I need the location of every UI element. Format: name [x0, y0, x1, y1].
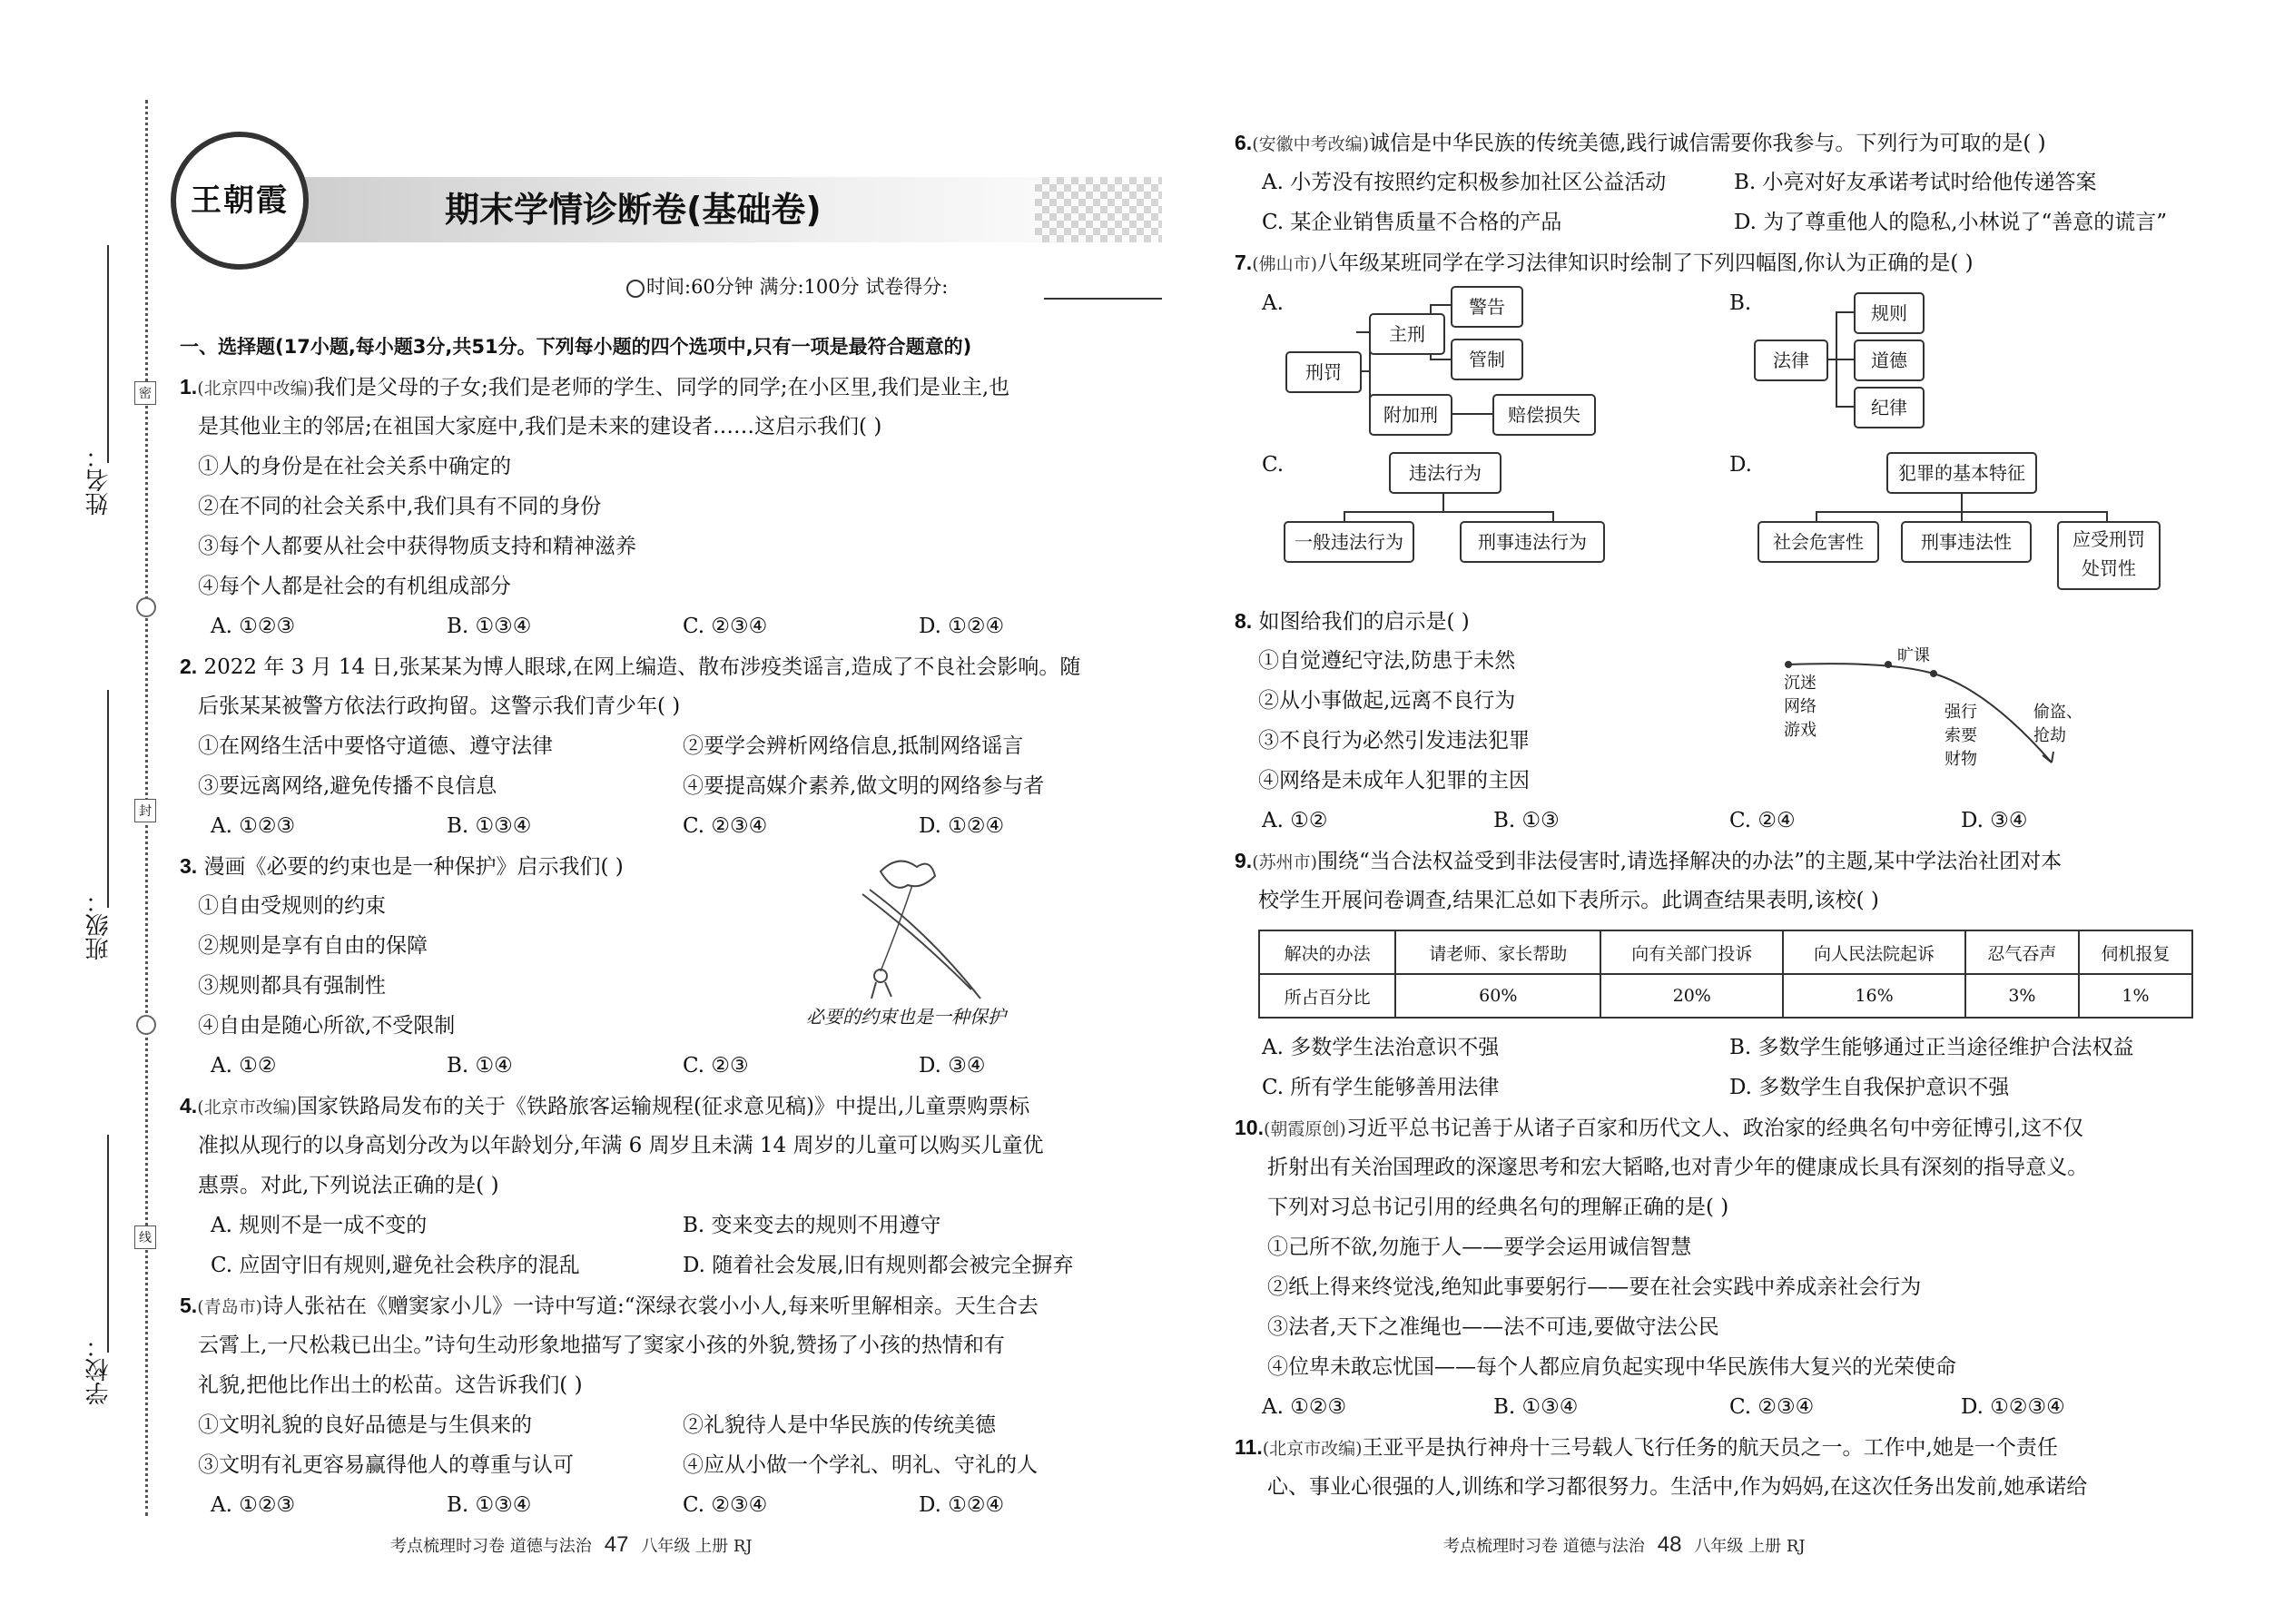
node: 道德	[1854, 340, 1925, 381]
choice-a[interactable]: A. ①②③	[211, 814, 296, 838]
table-cell: 20%	[1600, 974, 1783, 1018]
choice-d[interactable]: D. 为了尊重他人的隐私,小林说了“善意的谎言”	[1734, 211, 2168, 234]
choice-a[interactable]: A. ①②	[211, 1054, 277, 1078]
margin-circle-icon	[136, 597, 156, 617]
cartoon-caption: 必要的约束也是一种保护	[806, 1006, 1006, 1028]
choice-b[interactable]: B. ①③④	[447, 1493, 532, 1517]
node: 刑事违法行为	[1460, 521, 1605, 563]
table-cell: 伺机报复	[2079, 930, 2192, 974]
page-number: 47	[604, 1532, 629, 1557]
question-2: 2. 2022 年 3 月 14 日,张某某为博人眼球,在网上编造、散布涉疫类谣言,造成了不良社会影响。随	[180, 655, 1081, 679]
statement: ④每个人都是社会的有机组成部分	[198, 575, 511, 598]
table-row	[1259, 930, 2192, 974]
choice-d[interactable]: D. ③④	[1961, 809, 2028, 832]
node-root: 刑罚	[1285, 351, 1362, 393]
figure-text: 强行 索要 财物	[1944, 703, 1977, 769]
question-9: 9.(苏州市)围绕“当合法权益受到非法侵害时,请选择解决的办法”的主题,某中学法治社团对本	[1235, 849, 2063, 873]
node: 规则	[1854, 292, 1925, 334]
seal-mark-1: 密	[134, 381, 156, 405]
question-line: 折射出有关治国理政的深邃思考和宏大韬略,也对青少年的健康成长具有深刻的指导意义。	[1267, 1156, 2089, 1179]
statement: ①文明礼貌的良好品德是与生俱来的	[198, 1413, 532, 1437]
name-underline	[107, 245, 109, 463]
table-cell: 所占百分比	[1259, 974, 1395, 1018]
question-10: 10.(朝霞原创)习近平总书记善于从诸子百家和历代文人、政治家的经典名句中旁征博引,这不仅	[1235, 1116, 2084, 1140]
page-title: 期末学情诊断卷(基础卷)	[445, 190, 822, 230]
question-line: 下列对习总书记引用的经典名句的理解正确的是( )	[1267, 1196, 1729, 1219]
node: 附加刑	[1369, 394, 1452, 436]
section-heading: 一、选择题(17小题,每小题3分,共51分。下列每小题的四个选项中,只有一项是最符合题意的)	[180, 336, 972, 358]
node-root: 违法行为	[1389, 452, 1501, 494]
figure-text: 沉迷 网络 游戏	[1784, 674, 1816, 740]
class-label: 班级：	[85, 890, 113, 960]
question-11: 11.(北京市改编)王亚平是执行神舟十三号载人飞行任务的航天员之一。工作中,她是一个责任	[1235, 1435, 2058, 1460]
statement: ②纸上得来终觉浅,绝知此事要躬行——要在社会实践中养成亲社会行为	[1267, 1275, 1922, 1299]
margin-circle-icon	[136, 1015, 156, 1035]
node-root: 法律	[1754, 340, 1828, 381]
question-line: 后张某某被警方依法行政拘留。这警示我们青少年( )	[198, 694, 681, 718]
node: 应受刑罚 处罚性	[2057, 521, 2161, 590]
school-underline	[107, 1135, 109, 1353]
node: 主刑	[1369, 313, 1445, 355]
table-row	[1259, 974, 2192, 1018]
statement: ③规则都具有强制性	[198, 974, 386, 998]
school-label: 学校：	[85, 1334, 113, 1405]
connector	[1836, 311, 1854, 313]
choice-a[interactable]: A. ①②③	[211, 1493, 296, 1517]
choice-d[interactable]: D. ①②③④	[1961, 1395, 2065, 1419]
choice-a[interactable]: A. 小芳没有按照约定积极参加社区公益活动	[1262, 171, 1667, 194]
statement: ④自由是随心所欲,不受限制	[198, 1014, 456, 1038]
node: 社会危害性	[1757, 521, 1879, 563]
statement: ②要学会辨析网络信息,抵制网络谣言	[683, 734, 1024, 758]
statement: ②在不同的社会关系中,我们具有不同的身份	[198, 495, 602, 518]
seal-mark-3: 线	[134, 1225, 156, 1249]
choice-a[interactable]: A. 多数学生法治意识不强	[1262, 1036, 1500, 1059]
survey-table	[1258, 930, 2193, 1019]
question-8: 8. 如图给我们的启示是( )	[1235, 609, 1470, 634]
connector	[1836, 406, 1854, 408]
connector	[1356, 331, 1369, 333]
statement: ④位卑未敢忘忧国——每个人都应肩负起实现中华民族伟大复兴的光荣使命	[1267, 1355, 1956, 1379]
statement: ③不良行为必然引发违法犯罪	[1258, 729, 1530, 753]
statement: ②礼貌待人是中华民族的传统美德	[683, 1413, 996, 1437]
statement: ①自由受规则的约束	[198, 894, 386, 918]
question-3: 3. 漫画《必要的约束也是一种保护》启示我们( )	[180, 854, 624, 879]
choice-a[interactable]: A. ①②	[1262, 809, 1328, 832]
choice-c[interactable]: C. ②③④	[1729, 1395, 1815, 1419]
node: 管制	[1451, 339, 1523, 380]
table-cell: 向有关部门投诉	[1600, 930, 1783, 974]
footer-right: 考点梳理时习卷 道德与法治 48 八年级 上册 RJ	[1443, 1532, 1806, 1557]
node: 赔偿损失	[1492, 394, 1596, 436]
table-cell: 3%	[1965, 974, 2079, 1018]
question-line: 心、事业心很强的人,训练和学习都很努力。生活中,作为妈妈,在这次任务出发前,她承诺给	[1267, 1475, 2088, 1499]
question-7: 7.(佛山市)八年级某班同学在学习法律知识时绘制了下列四幅图,你认为正确的是( )	[1235, 251, 1974, 275]
statement: ①人的身份是在社会关系中确定的	[198, 455, 511, 478]
logo-text: 王朝霞	[191, 182, 289, 219]
choice-b[interactable]: B. ①③	[1493, 809, 1560, 832]
question-1: 1.(北京四中改编)我们是父母的子女;我们是老师的学生、同学的同学;在小区里,我们是业主,也	[180, 375, 1010, 399]
statement: ②规则是享有自由的保障	[198, 934, 428, 958]
connector	[1836, 359, 1854, 360]
choice-d[interactable]: D. 随着社会发展,旧有规则都会被完全摒弃	[683, 1254, 1074, 1277]
choice-a[interactable]: A. 规则不是一成不变的	[211, 1214, 428, 1237]
node: 一般违法行为	[1284, 521, 1414, 563]
statement: ①自觉遵纪守法,防患于未然	[1258, 649, 1516, 673]
choice-c[interactable]: C. ②③④	[683, 615, 768, 638]
clock-icon	[626, 280, 645, 298]
connector	[1344, 511, 1554, 513]
question-4: 4.(北京市改编)国家铁路局发布的关于《铁路旅客运输规程(征求意见稿)》中提出,儿童票购票标	[180, 1094, 1030, 1118]
question-line: 校学生开展问卷调查,结果汇总如下表所示。此调查结果表明,该校( )	[1258, 889, 1879, 912]
choice-b[interactable]: B. ①③④	[1493, 1395, 1579, 1419]
table-cell: 解决的办法	[1259, 930, 1395, 974]
connector	[1430, 304, 1452, 306]
choice-c[interactable]: C. 应固守旧有规则,避免社会秩序的混乱	[211, 1254, 580, 1277]
choice-d[interactable]: D. ③④	[919, 1054, 986, 1078]
choice-d[interactable]: D. ①②④	[919, 814, 1005, 838]
diagram-label-d[interactable]: D.	[1729, 453, 1752, 477]
header-checker	[1035, 177, 1162, 242]
choice-b[interactable]: B. 变来变去的规则不用遵守	[683, 1214, 941, 1237]
statement: ④应从小做一个学礼、明礼、守礼的人	[683, 1453, 1038, 1477]
score-underline	[1044, 298, 1162, 300]
table-cell: 1%	[2079, 974, 2192, 1018]
choice-b[interactable]: B. ①③④	[447, 615, 532, 638]
question-line: 礼貌,把他比作出土的松苗。这告诉我们( )	[198, 1373, 583, 1397]
statement: ③文明有礼更容易赢得他人的尊重与认可	[198, 1453, 574, 1477]
choice-a[interactable]: A. ①②③	[211, 615, 296, 638]
question-line: 惠票。对此,下列说法正确的是( )	[198, 1174, 499, 1197]
choice-c[interactable]: C. ②③④	[683, 814, 768, 838]
class-underline	[107, 690, 109, 908]
choice-c[interactable]: C. 某企业销售质量不合格的产品	[1262, 211, 1562, 234]
diagram-label-a[interactable]: A.	[1262, 291, 1284, 315]
choice-b[interactable]: B. ①④	[447, 1054, 513, 1078]
exam-info: 时间:60分钟 满分:100分 试卷得分:	[646, 276, 949, 298]
choice-b[interactable]: B. ①③④	[447, 814, 532, 838]
table-cell: 60%	[1395, 974, 1600, 1018]
connector	[1430, 359, 1452, 360]
connector	[1961, 491, 1963, 511]
choice-d[interactable]: D. ①②④	[919, 615, 1005, 638]
statement: ③要远离网络,避免传播不良信息	[198, 774, 497, 798]
choice-c[interactable]: C. 所有学生能够善用法律	[1262, 1076, 1500, 1099]
statement: ④网络是未成年人犯罪的主因	[1258, 769, 1530, 792]
question-5: 5.(青岛市)诗人张祜在《赠窦家小儿》一诗中写道:“深绿衣裳小小人,每来听里解相亲。天生合去	[180, 1294, 1039, 1318]
choice-c[interactable]: C. ②④	[1729, 809, 1796, 832]
progression-curve	[1779, 654, 2070, 781]
diagram-label-c[interactable]: C.	[1262, 453, 1285, 477]
choice-c[interactable]: C. ②③	[683, 1054, 749, 1078]
question-line: 准拟从现行的以身高划分改为以年龄划分,年满 6 周岁且未满 14 周岁的儿童可以购买儿童优	[198, 1134, 1044, 1157]
choice-b[interactable]: B. 多数学生能够通过正当途径维护合法权益	[1729, 1036, 2134, 1059]
table-cell: 请老师、家长帮助	[1395, 930, 1600, 974]
choice-c[interactable]: C. ②③④	[683, 1493, 768, 1517]
kite-cartoon	[844, 853, 1026, 1008]
question-6: 6.(安徽中考改编)诚信是中华民族的传统美德,践行诚信需要你我参与。下列行为可取的是( )	[1235, 131, 2046, 155]
statement: ②从小事做起,远离不良行为	[1258, 689, 1516, 713]
figure-text: 旷课	[1897, 646, 1930, 665]
node-root: 犯罪的基本特征	[1886, 452, 2037, 494]
diagram-label-b[interactable]: B.	[1729, 291, 1752, 315]
question-line: 是其他业主的邻居;在祖国大家庭中,我们是未来的建设者……这启示我们( )	[198, 415, 882, 438]
node: 刑事违法性	[1901, 521, 2032, 563]
seal-mark-2: 封	[134, 799, 156, 822]
statement: ④要提高媒介素养,做文明的网络参与者	[683, 774, 1045, 798]
page-number: 48	[1657, 1532, 1682, 1557]
logo-badge	[171, 132, 309, 270]
statement: ③每个人都要从社会中获得物质支持和精神滋养	[198, 535, 636, 558]
choice-b[interactable]: B. 小亮对好友承诺考试时给他传递答案	[1734, 171, 2097, 194]
name-label: 姓名：	[85, 445, 113, 516]
statement: ①在网络生活中要恪守道德、遵守法律	[198, 734, 553, 758]
statement: ③法者,天下之准绳也——法不可违,要做守法公民	[1267, 1315, 1719, 1339]
choice-d[interactable]: D. 多数学生自我保护意识不强	[1729, 1076, 2010, 1099]
footer-left: 考点梳理时习卷 道德与法治 47 八年级 上册 RJ	[390, 1532, 753, 1557]
node: 警告	[1451, 286, 1523, 328]
figure-text: 偷盗、 抢劫	[2033, 703, 2082, 745]
connector	[1442, 491, 1444, 511]
node: 纪律	[1854, 387, 1925, 428]
table-cell: 忍气吞声	[1965, 930, 2079, 974]
question-line: 云霄上,一尺松栽已出尘。”诗句生动形象地描写了窦家小孩的外貌,赞扬了小孩的热情和有	[198, 1334, 1005, 1357]
choice-d[interactable]: D. ①②④	[919, 1493, 1005, 1517]
table-cell: 向人民法院起诉	[1783, 930, 1965, 974]
statement: ①己所不欲,勿施于人——要学会运用诚信智慧	[1267, 1235, 1692, 1259]
table-cell: 16%	[1783, 974, 1965, 1018]
choice-a[interactable]: A. ①②③	[1262, 1395, 1347, 1419]
